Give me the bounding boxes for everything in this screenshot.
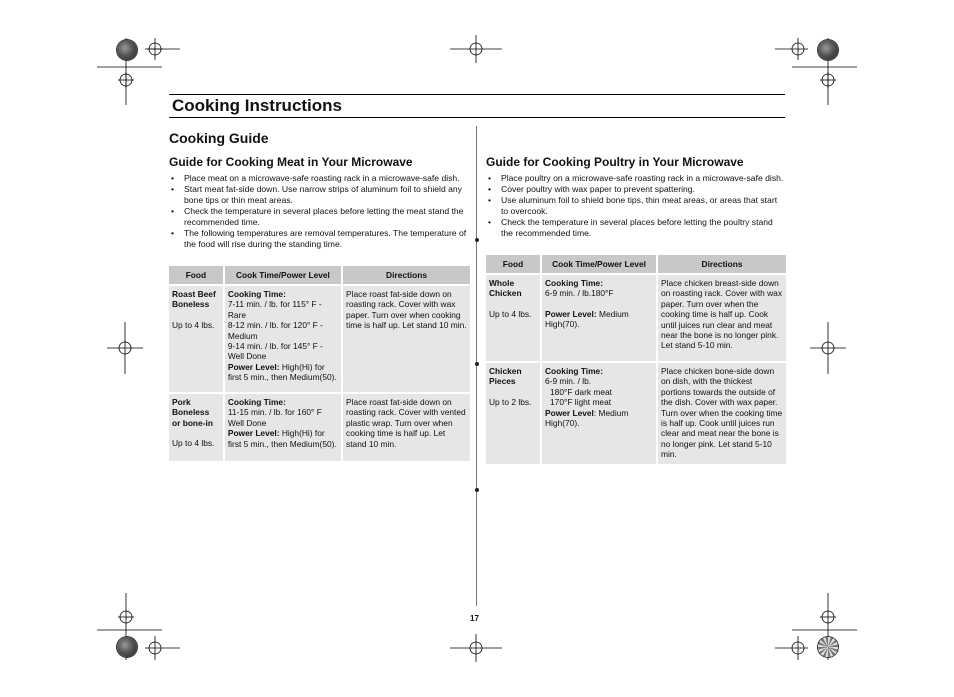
list-item: • The following temperatures are removal temperatures. The temperature of the food will rise during the standing time. (169, 228, 469, 250)
page-title-bar (169, 94, 785, 118)
meat-column (169, 155, 469, 250)
color-target-icon (117, 637, 137, 657)
food-name: Roast Beef Boneless (172, 289, 216, 310)
power-level-value: High(Hi) for first 5 min., then Medium(50). (227, 428, 337, 449)
color-target-icon (818, 40, 838, 60)
meat-bullets (169, 173, 469, 250)
power-level-value: High(Hi) for first 5 min., then Medium(50). (227, 361, 337, 383)
list-item: • Check the temperature in several places before letting the poultry stand the recommended time. (486, 217, 786, 239)
cooking-time-label: Cooking Time: (227, 289, 286, 299)
list-item: • Place poultry on a microwave-safe roasting rack in a microwave-safe dish. (486, 173, 786, 184)
list-item: • Cover poultry with wax paper to prevent spattering. (486, 184, 786, 195)
cooking-time-line: 11-15 min. / lb. for 160° F Well Done (227, 407, 322, 428)
cook-time-cell (225, 286, 341, 392)
power-level-label: Power Level: (227, 428, 280, 439)
table-row (486, 275, 786, 361)
power-level-label: Power Level: (227, 361, 280, 372)
cooking-time-line: 6-9 min. / lb. (545, 376, 592, 387)
page-title: Cooking Instructions (172, 96, 342, 115)
power-level-label: Power Level (545, 407, 594, 418)
margin-dot (475, 488, 479, 492)
table-row (486, 363, 786, 464)
food-weight: Up to 4 lbs. (489, 308, 532, 319)
list-item: • Use aluminum foil to shield bone tips, thin meat areas, or areas that start to overcook. (486, 195, 786, 217)
color-target-icon (117, 40, 137, 60)
column-divider (476, 126, 477, 606)
cook-time-cell (542, 363, 656, 464)
food-weight: Up to 4 lbs. (172, 319, 215, 330)
table-row (169, 394, 470, 461)
cook-time-cell (542, 275, 656, 361)
list-item: • Start meat fat-side down. Use narrow strips of aluminum foil to shield any bone tips or thin meat areas. (169, 184, 469, 206)
directions-cell: Place roast fat-side down on roasting rack. Cover with vented plastic wrap. Turn over when cooking time is half up. Let stand 10 min. (343, 394, 470, 461)
food-cell (169, 394, 223, 461)
table-row (169, 286, 470, 392)
food-weight: Up to 4 lbs. (172, 438, 215, 449)
cooking-time-line: 170°F light meat (550, 397, 612, 408)
food-name: Pork Boneless or bone-in (172, 397, 213, 428)
table-header: Food (169, 266, 223, 284)
directions-cell: Place roast fat-side down on roasting rack. Cover with wax paper. Turn over when cooking time is half up. Let stand 10 min. (343, 286, 470, 392)
meat-table (167, 264, 472, 463)
cooking-time-line: 9-14 min. / lb. for 145° F - Well Done (227, 341, 323, 362)
power-level-label: Power Level: (545, 308, 597, 319)
list-item: • Place meat on a microwave-safe roasting rack in a microwave-safe dish. (169, 173, 469, 184)
cooking-time-line: 8-12 min. / lb. for 120° F - Medium (227, 320, 323, 341)
food-cell (486, 275, 540, 361)
cooking-time-line: 180°F dark meat (550, 386, 613, 397)
power-level-value: : Medium High(70). (545, 407, 629, 429)
list-item: • Check the temperature in several places before letting the meat stand the recommended time. (169, 206, 469, 228)
directions-cell: Place chicken bone-side down on dish, with the thickest portions towards the outside of the dish. Cover with wax paper. Turn over when the cooking time is half up. Cook until juices run clear and meat near the bone is no longer pink. Let stand 5-10 min. (658, 363, 786, 464)
meat-heading: Guide for Cooking Meat in Your Microwave (169, 155, 413, 169)
poultry-bullets (486, 173, 786, 239)
poultry-heading: Guide for Cooking Poultry in Your Microwave (486, 155, 744, 169)
table-header: Cook Time/Power Level (225, 266, 341, 284)
table-header: Food (486, 255, 540, 273)
cooking-time-label: Cooking Time: (545, 366, 604, 376)
table-header: Cook Time/Power Level (542, 255, 656, 273)
cooking-time-line: 7-11 min. / lb. for 115° F - Rare (227, 299, 322, 320)
food-cell (169, 286, 223, 392)
poultry-column (486, 155, 786, 239)
margin-dot (475, 362, 479, 366)
food-cell (486, 363, 540, 464)
food-name: Whole Chicken (489, 278, 522, 299)
margin-dot (475, 238, 479, 242)
page-number: 17 (470, 614, 479, 623)
table-header: Directions (343, 266, 470, 284)
cooking-time-label: Cooking Time: (545, 278, 604, 288)
cook-time-cell (225, 394, 341, 461)
cooking-time-line: 6-9 min. / lb.180°F (545, 288, 614, 299)
table-header: Directions (658, 255, 786, 273)
poultry-table (484, 253, 788, 466)
power-level-value: Medium High(70). (545, 308, 629, 330)
color-target-icon (818, 637, 838, 657)
food-name: Chicken Pieces (489, 366, 522, 387)
food-weight: Up to 2 lbs. (489, 396, 532, 407)
directions-cell: Place chicken breast-side down on roasting rack. Cover with wax paper. Turn over when the cooking time is half up. Cook until juices run clear and meat near the bone is no longer pink. Let stand 5-10 min. (658, 275, 786, 361)
section-heading: Cooking Guide (169, 130, 269, 146)
cooking-time-label: Cooking Time: (227, 397, 286, 407)
